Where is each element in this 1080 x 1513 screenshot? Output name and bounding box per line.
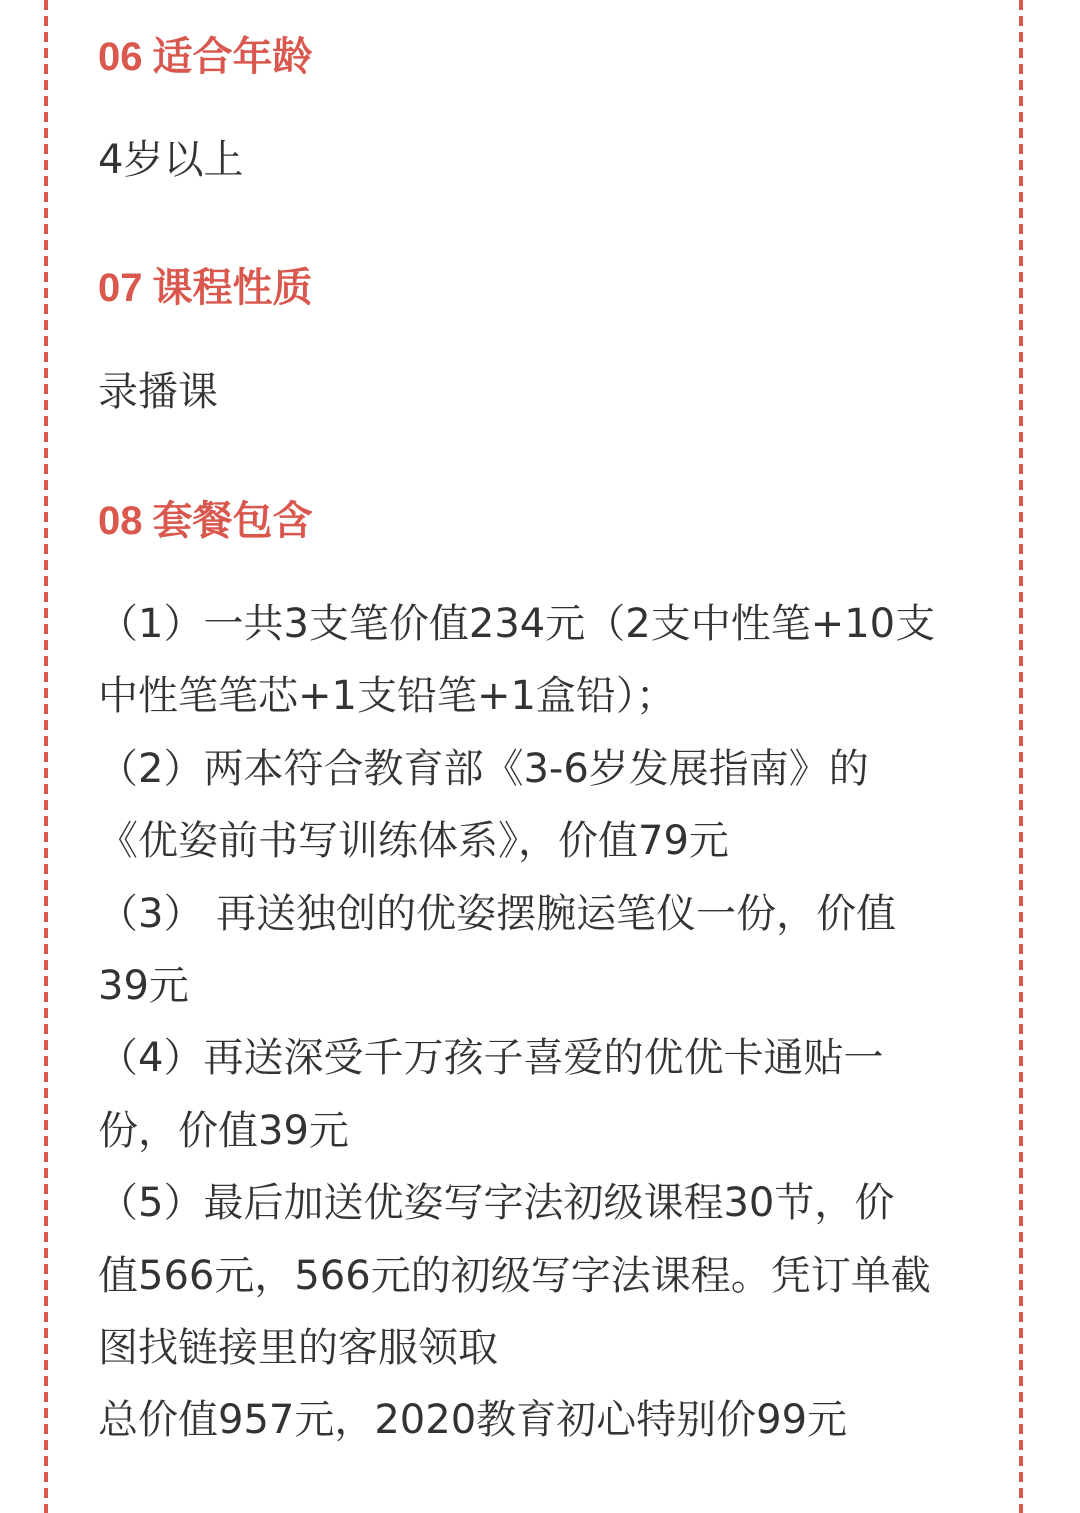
right-dashed-border (1019, 0, 1023, 1513)
section-title-text: 适合年龄 (152, 34, 313, 80)
package-line: 39元 (98, 962, 189, 1009)
package-line: 总价值957元，2020教育初心特别价99元 (98, 1397, 848, 1444)
package-line: （2）两本符合教育部《3-6岁发展指南》的 (98, 745, 869, 792)
course-type-value: 录播课 (98, 369, 218, 415)
package-line: 值566元，566元的初级写字法课程。凭订单截 (98, 1252, 931, 1299)
package-line: 《优姿前书写训练体系》，价值79元 (98, 818, 729, 865)
age-value: 4岁以上 (98, 137, 244, 183)
section-title-package (98, 498, 313, 544)
package-line: （5）最后加送优姿写字法初级课程30节，价 (98, 1180, 895, 1227)
section-title-course-type (98, 265, 313, 311)
package-line: 份，价值39元 (98, 1107, 349, 1154)
section-number: 08 (98, 499, 143, 543)
package-line: （3） 再送独创的优姿摆腕运笔仪一份，价值 (98, 890, 897, 937)
package-line: 中性笔笔芯+1支铅笔+1盒铅）； (98, 673, 676, 720)
section-title-text: 课程性质 (152, 265, 313, 311)
package-contents (98, 598, 935, 1467)
section-number: 07 (98, 266, 143, 310)
package-line: 图找链接里的客服领取 (98, 1324, 498, 1371)
package-line: （1）一共3支笔价值234元（2支中性笔+10支 (98, 601, 936, 647)
left-dashed-border (44, 0, 48, 1513)
package-line: （4）再送深受千万孩子喜爱的优优卡通贴一 (98, 1035, 884, 1082)
section-title-text: 套餐包含 (152, 498, 313, 544)
section-number: 06 (98, 35, 143, 79)
section-title-age (98, 34, 313, 80)
